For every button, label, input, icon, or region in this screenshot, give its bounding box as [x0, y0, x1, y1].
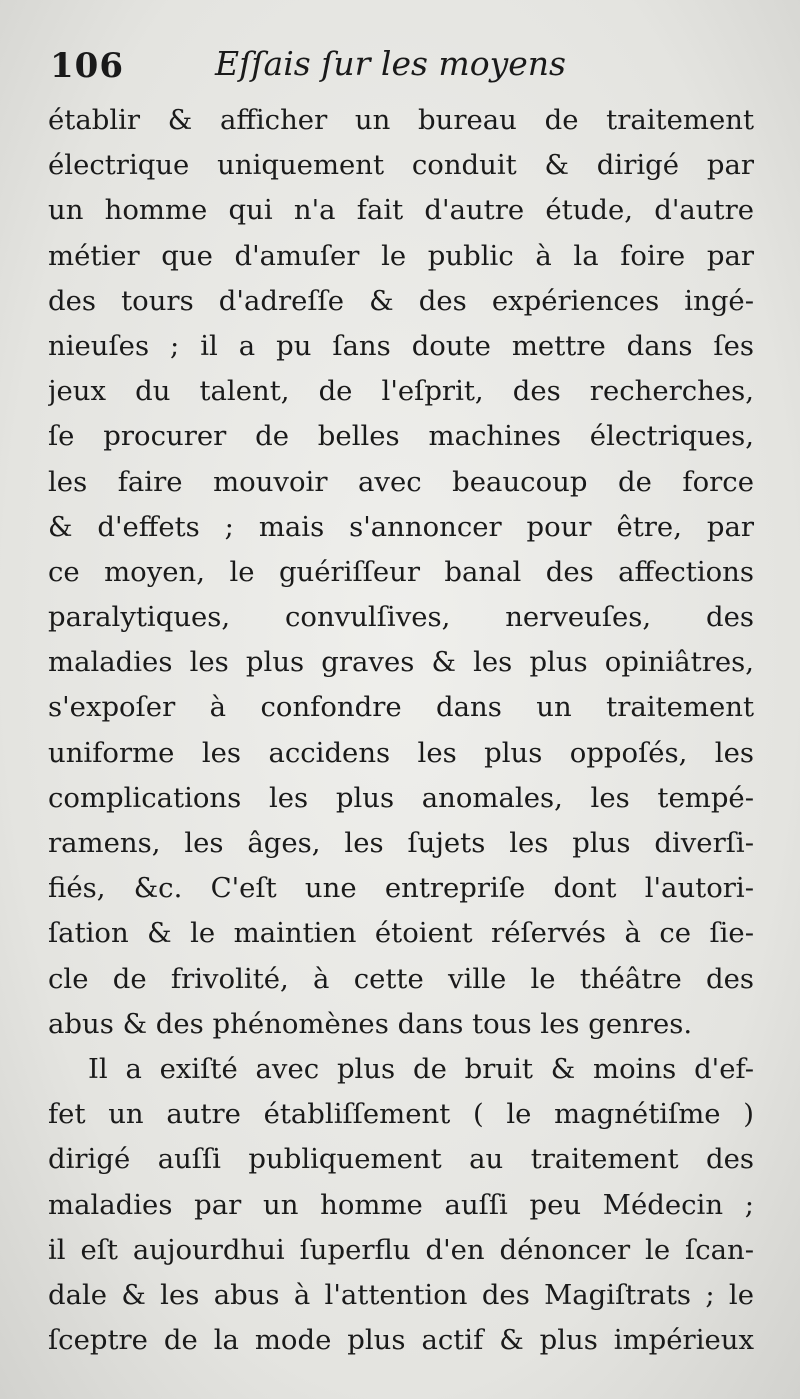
body-text	[48, 98, 754, 1363]
text-line-paragraph-end: abus & des phénomènes dans tous les genres.	[48, 1007, 693, 1040]
text-line: paralytiques, convulſives, nerveuſes, des	[48, 601, 754, 634]
text-line: ce moyen, le guériſſeur banal des affections	[48, 555, 754, 588]
page-number: 106	[50, 46, 124, 86]
text-line: maladies par un homme auſſi peu Médecin ;	[48, 1188, 754, 1221]
text-line: dale & les abus à l'attention des Magiſtrats ; le	[48, 1278, 754, 1311]
text-line: ſation & le maintien étoient réſervés à ce ſie-	[48, 917, 754, 950]
text-line: dirigé auſſi publiquement au traitement des	[48, 1143, 754, 1176]
text-line: & d'effets ; mais s'annoncer pour être, par	[48, 510, 754, 543]
text-line: des tours d'adreſſe & des expériences ingé-	[48, 284, 754, 317]
page-header	[50, 40, 750, 96]
text-line: ramens, les âges, les ſujets les plus diverſi-	[48, 827, 754, 859]
text-line: jeux du talent, de l'eſprit, des recherches,	[48, 375, 754, 408]
text-line: uniforme les accidens les plus oppoſés, les	[48, 736, 754, 769]
text-line: complications les plus anomales, les tempé-	[48, 781, 754, 814]
text-line: s'expoſer à confondre dans un traitement	[48, 691, 754, 724]
text-line: fet un autre établiſſement ( le magnétiſme )	[48, 1098, 754, 1131]
text-line-paragraph-start: Il a exiſté avec plus de bruit & moins d'ef-	[88, 1052, 754, 1085]
text-line: établir & afficher un bureau de traitement	[48, 104, 754, 136]
text-line: maladies les plus graves & les plus opiniâtres,	[48, 646, 754, 679]
text-line: fiés, &c. C'eſt une entrepriſe dont l'autori-	[48, 872, 754, 905]
text-line: un homme qui n'a fait d'autre étude, d'autre	[48, 194, 754, 227]
text-line: électrique uniquement conduit & dirigé par	[48, 149, 754, 182]
text-line: nieuſes ; il a pu ſans doute mettre dans ſes	[48, 329, 754, 362]
text-line: cle de frivolité, à cette ville le théâtre des	[48, 962, 754, 995]
text-line: métier que d'amuſer le public à la foire par	[48, 239, 754, 272]
text-line: il eſt aujourdhui ſuperflu d'en dénoncer le ſcan-	[48, 1233, 754, 1266]
text-line: ſe procurer de belles machines électriques,	[48, 420, 754, 453]
running-title: Eſſais ſur les moyens	[215, 44, 566, 83]
text-line: ſceptre de la mode plus actif & plus impérieux	[48, 1324, 754, 1357]
text-line: les faire mouvoir avec beaucoup de force	[48, 465, 754, 498]
